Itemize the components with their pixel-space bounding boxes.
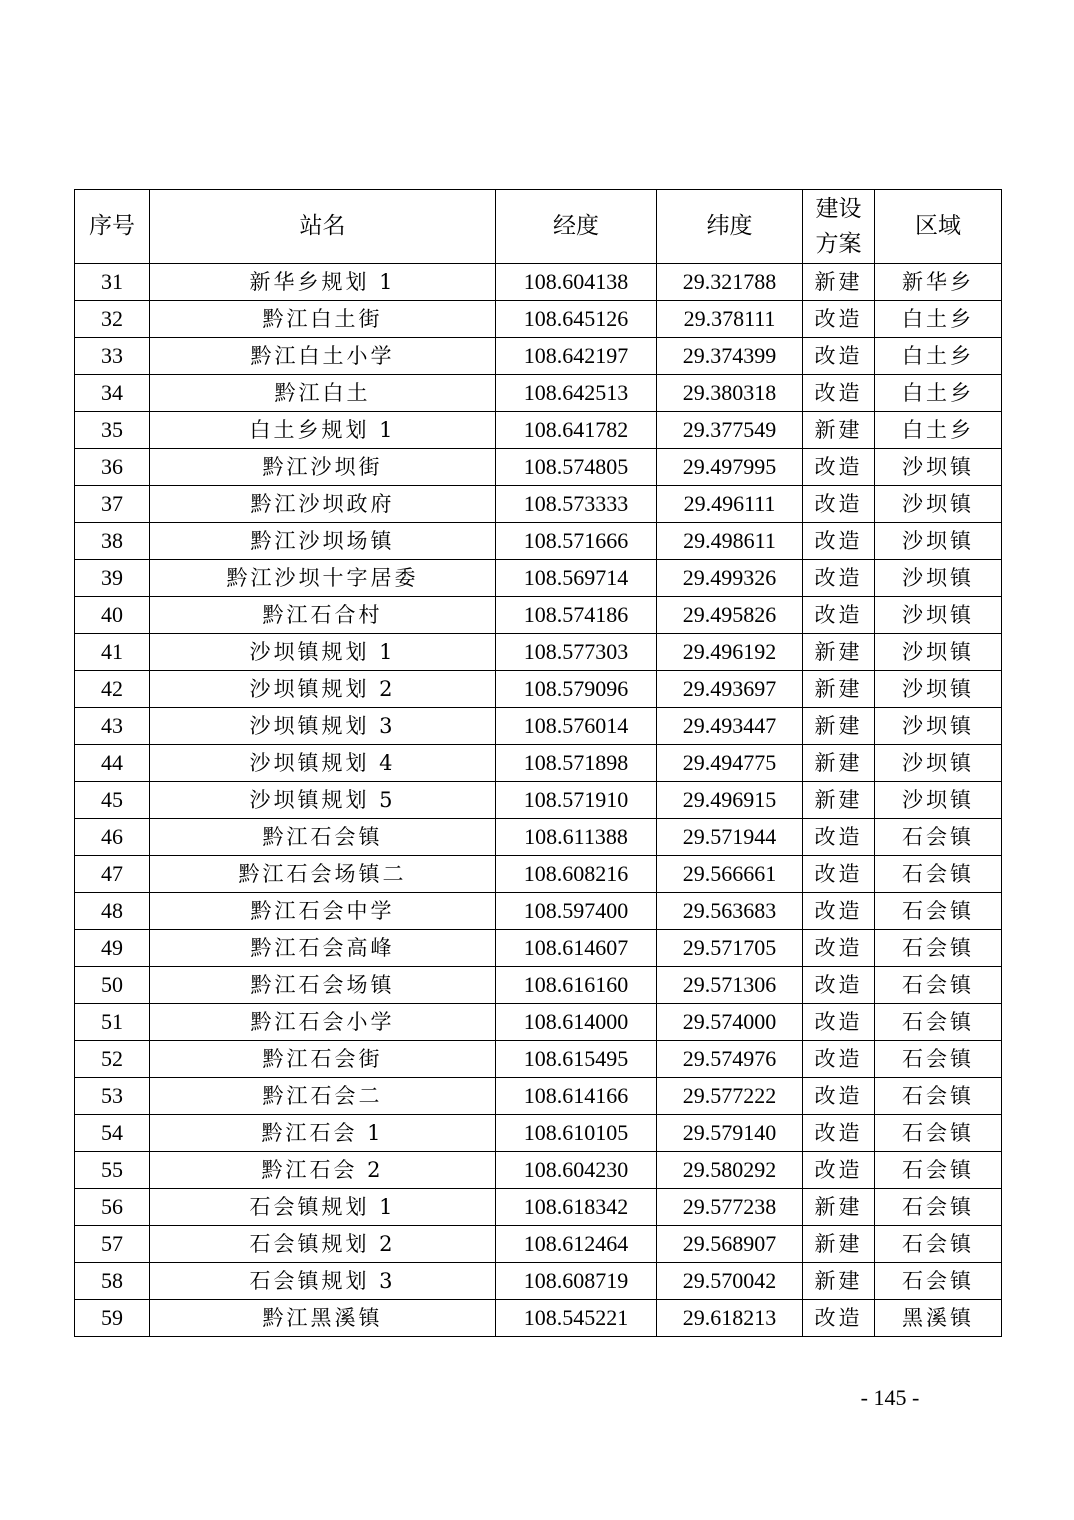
header-name: 站名 [150, 190, 496, 264]
table-row [75, 1004, 1002, 1041]
cell-longitude: 108.574805 [496, 449, 657, 486]
cell-name: 沙坝镇规划 5 [150, 782, 496, 819]
table-row [75, 375, 1002, 412]
cell-name: 白土乡规划 1 [150, 412, 496, 449]
cell-index: 58 [75, 1263, 150, 1300]
cell-latitude: 29.568907 [657, 1226, 803, 1263]
cell-latitude: 29.374399 [657, 338, 803, 375]
cell-latitude: 29.577238 [657, 1189, 803, 1226]
cell-latitude: 29.577222 [657, 1078, 803, 1115]
cell-index: 43 [75, 708, 150, 745]
cell-longitude: 108.604230 [496, 1152, 657, 1189]
cell-name: 黔江石会场镇二 [150, 856, 496, 893]
cell-index: 44 [75, 745, 150, 782]
cell-plan: 改造 [803, 1004, 875, 1041]
cell-plan: 新建 [803, 1226, 875, 1263]
cell-longitude: 108.614607 [496, 930, 657, 967]
cell-plan: 改造 [803, 930, 875, 967]
cell-index: 56 [75, 1189, 150, 1226]
cell-name: 沙坝镇规划 1 [150, 634, 496, 671]
cell-longitude: 108.618342 [496, 1189, 657, 1226]
cell-plan: 新建 [803, 1189, 875, 1226]
cell-index: 47 [75, 856, 150, 893]
cell-longitude: 108.545221 [496, 1300, 657, 1337]
cell-plan: 新建 [803, 782, 875, 819]
cell-index: 31 [75, 264, 150, 301]
cell-region: 沙坝镇 [875, 486, 1002, 523]
cell-region: 沙坝镇 [875, 597, 1002, 634]
cell-name: 黔江石合村 [150, 597, 496, 634]
cell-name: 黔江沙坝街 [150, 449, 496, 486]
table-row [75, 1226, 1002, 1263]
cell-region: 黑溪镇 [875, 1300, 1002, 1337]
cell-name: 黔江石会 1 [150, 1115, 496, 1152]
table-row [75, 1115, 1002, 1152]
cell-region: 沙坝镇 [875, 671, 1002, 708]
cell-latitude: 29.321788 [657, 264, 803, 301]
cell-name: 黔江沙坝十字居委 [150, 560, 496, 597]
page-number: - 145 - [860, 1385, 920, 1410]
cell-latitude: 29.580292 [657, 1152, 803, 1189]
table-row [75, 967, 1002, 1004]
cell-index: 53 [75, 1078, 150, 1115]
cell-region: 白土乡 [875, 301, 1002, 338]
table-row [75, 1041, 1002, 1078]
cell-region: 沙坝镇 [875, 449, 1002, 486]
cell-longitude: 108.569714 [496, 560, 657, 597]
table-row [75, 523, 1002, 560]
cell-plan: 改造 [803, 301, 875, 338]
header-row [75, 190, 1002, 264]
cell-name: 黔江沙坝政府 [150, 486, 496, 523]
cell-longitude: 108.642197 [496, 338, 657, 375]
cell-name: 黔江石会中学 [150, 893, 496, 930]
cell-index: 41 [75, 634, 150, 671]
cell-region: 石会镇 [875, 819, 1002, 856]
cell-region: 沙坝镇 [875, 560, 1002, 597]
cell-latitude: 29.574000 [657, 1004, 803, 1041]
cell-name: 沙坝镇规划 2 [150, 671, 496, 708]
cell-index: 49 [75, 930, 150, 967]
cell-index: 51 [75, 1004, 150, 1041]
cell-region: 石会镇 [875, 1115, 1002, 1152]
cell-plan: 改造 [803, 1300, 875, 1337]
station-table [74, 189, 1002, 1337]
cell-longitude: 108.597400 [496, 893, 657, 930]
cell-plan: 新建 [803, 264, 875, 301]
cell-longitude: 108.571898 [496, 745, 657, 782]
header-plan [803, 190, 875, 264]
table-row [75, 708, 1002, 745]
table-row [75, 597, 1002, 634]
cell-region: 石会镇 [875, 856, 1002, 893]
cell-region: 石会镇 [875, 1152, 1002, 1189]
cell-latitude: 29.566661 [657, 856, 803, 893]
cell-longitude: 108.616160 [496, 967, 657, 1004]
cell-name: 新华乡规划 1 [150, 264, 496, 301]
table-row [75, 301, 1002, 338]
table-row [75, 893, 1002, 930]
cell-latitude: 29.496192 [657, 634, 803, 671]
cell-longitude: 108.577303 [496, 634, 657, 671]
cell-plan: 新建 [803, 412, 875, 449]
table-row [75, 1078, 1002, 1115]
cell-region: 石会镇 [875, 1263, 1002, 1300]
table-row [75, 1189, 1002, 1226]
cell-longitude: 108.608216 [496, 856, 657, 893]
cell-plan: 改造 [803, 449, 875, 486]
cell-plan: 改造 [803, 1041, 875, 1078]
cell-longitude: 108.641782 [496, 412, 657, 449]
cell-name: 黔江石会 2 [150, 1152, 496, 1189]
cell-plan: 改造 [803, 597, 875, 634]
cell-index: 48 [75, 893, 150, 930]
cell-index: 38 [75, 523, 150, 560]
cell-region: 新华乡 [875, 264, 1002, 301]
cell-latitude: 29.497995 [657, 449, 803, 486]
cell-index: 42 [75, 671, 150, 708]
header-longitude: 经度 [496, 190, 657, 264]
cell-index: 37 [75, 486, 150, 523]
table-row [75, 930, 1002, 967]
table-body [75, 264, 1002, 1337]
cell-plan: 新建 [803, 671, 875, 708]
cell-plan: 改造 [803, 856, 875, 893]
cell-latitude: 29.380318 [657, 375, 803, 412]
cell-latitude: 29.570042 [657, 1263, 803, 1300]
cell-plan: 新建 [803, 1263, 875, 1300]
cell-name: 石会镇规划 1 [150, 1189, 496, 1226]
cell-plan: 改造 [803, 893, 875, 930]
cell-latitude: 29.571705 [657, 930, 803, 967]
cell-latitude: 29.496111 [657, 486, 803, 523]
cell-latitude: 29.498611 [657, 523, 803, 560]
cell-plan: 改造 [803, 560, 875, 597]
table-row [75, 560, 1002, 597]
table-row [75, 856, 1002, 893]
cell-index: 57 [75, 1226, 150, 1263]
table-row [75, 745, 1002, 782]
cell-name: 石会镇规划 2 [150, 1226, 496, 1263]
cell-region: 沙坝镇 [875, 708, 1002, 745]
table-row [75, 486, 1002, 523]
cell-longitude: 108.611388 [496, 819, 657, 856]
table-row [75, 1300, 1002, 1337]
cell-plan: 改造 [803, 523, 875, 560]
cell-longitude: 108.614166 [496, 1078, 657, 1115]
cell-longitude: 108.571666 [496, 523, 657, 560]
cell-name: 沙坝镇规划 4 [150, 745, 496, 782]
cell-region: 石会镇 [875, 1189, 1002, 1226]
cell-region: 沙坝镇 [875, 745, 1002, 782]
cell-region: 沙坝镇 [875, 782, 1002, 819]
cell-latitude: 29.494775 [657, 745, 803, 782]
cell-name: 黔江石会场镇 [150, 967, 496, 1004]
table-row [75, 782, 1002, 819]
cell-latitude: 29.571944 [657, 819, 803, 856]
cell-index: 39 [75, 560, 150, 597]
cell-index: 54 [75, 1115, 150, 1152]
cell-region: 白土乡 [875, 375, 1002, 412]
cell-region: 石会镇 [875, 930, 1002, 967]
header-region: 区域 [875, 190, 1002, 264]
cell-latitude: 29.499326 [657, 560, 803, 597]
cell-region: 石会镇 [875, 1078, 1002, 1115]
table-row [75, 412, 1002, 449]
cell-latitude: 29.493697 [657, 671, 803, 708]
cell-latitude: 29.574976 [657, 1041, 803, 1078]
cell-name: 黔江白土街 [150, 301, 496, 338]
cell-name: 黔江石会高峰 [150, 930, 496, 967]
cell-latitude: 29.563683 [657, 893, 803, 930]
cell-longitude: 108.614000 [496, 1004, 657, 1041]
cell-plan: 改造 [803, 338, 875, 375]
cell-index: 35 [75, 412, 150, 449]
cell-index: 36 [75, 449, 150, 486]
cell-latitude: 29.378111 [657, 301, 803, 338]
cell-region: 石会镇 [875, 893, 1002, 930]
cell-latitude: 29.377549 [657, 412, 803, 449]
cell-longitude: 108.645126 [496, 301, 657, 338]
cell-longitude: 108.579096 [496, 671, 657, 708]
cell-longitude: 108.615495 [496, 1041, 657, 1078]
cell-region: 沙坝镇 [875, 523, 1002, 560]
cell-latitude: 29.571306 [657, 967, 803, 1004]
cell-longitude: 108.576014 [496, 708, 657, 745]
table-row [75, 819, 1002, 856]
cell-latitude: 29.618213 [657, 1300, 803, 1337]
cell-index: 55 [75, 1152, 150, 1189]
cell-name: 石会镇规划 3 [150, 1263, 496, 1300]
cell-name: 黔江沙坝场镇 [150, 523, 496, 560]
table-row [75, 1152, 1002, 1189]
cell-longitude: 108.612464 [496, 1226, 657, 1263]
cell-longitude: 108.608719 [496, 1263, 657, 1300]
table-row [75, 634, 1002, 671]
table-row [75, 338, 1002, 375]
cell-latitude: 29.495826 [657, 597, 803, 634]
cell-longitude: 108.642513 [496, 375, 657, 412]
cell-index: 40 [75, 597, 150, 634]
cell-plan: 改造 [803, 1115, 875, 1152]
cell-region: 石会镇 [875, 967, 1002, 1004]
cell-latitude: 29.493447 [657, 708, 803, 745]
cell-name: 黔江白土 [150, 375, 496, 412]
cell-name: 黔江白土小学 [150, 338, 496, 375]
cell-longitude: 108.571910 [496, 782, 657, 819]
cell-plan: 改造 [803, 375, 875, 412]
cell-latitude: 29.579140 [657, 1115, 803, 1152]
cell-plan: 改造 [803, 1152, 875, 1189]
cell-plan: 改造 [803, 819, 875, 856]
table-header [75, 190, 1002, 264]
cell-index: 34 [75, 375, 150, 412]
cell-region: 石会镇 [875, 1041, 1002, 1078]
header-plan-line2: 方案 [815, 230, 862, 257]
cell-name: 黔江石会小学 [150, 1004, 496, 1041]
cell-plan: 新建 [803, 634, 875, 671]
cell-index: 50 [75, 967, 150, 1004]
cell-longitude: 108.604138 [496, 264, 657, 301]
cell-index: 52 [75, 1041, 150, 1078]
cell-name: 黔江石会二 [150, 1078, 496, 1115]
table-row [75, 671, 1002, 708]
cell-region: 石会镇 [875, 1004, 1002, 1041]
cell-plan: 改造 [803, 967, 875, 1004]
table-row [75, 1263, 1002, 1300]
cell-plan: 新建 [803, 745, 875, 782]
cell-longitude: 108.610105 [496, 1115, 657, 1152]
cell-index: 45 [75, 782, 150, 819]
header-plan-line1: 建设 [815, 195, 862, 222]
table-row [75, 264, 1002, 301]
header-latitude: 纬度 [657, 190, 803, 264]
cell-longitude: 108.574186 [496, 597, 657, 634]
table-row [75, 449, 1002, 486]
cell-plan: 改造 [803, 1078, 875, 1115]
cell-region: 沙坝镇 [875, 634, 1002, 671]
cell-index: 32 [75, 301, 150, 338]
cell-latitude: 29.496915 [657, 782, 803, 819]
cell-name: 黔江石会镇 [150, 819, 496, 856]
cell-region: 石会镇 [875, 1226, 1002, 1263]
cell-name: 黔江石会街 [150, 1041, 496, 1078]
cell-longitude: 108.573333 [496, 486, 657, 523]
cell-region: 白土乡 [875, 412, 1002, 449]
cell-index: 33 [75, 338, 150, 375]
cell-name: 黔江黑溪镇 [150, 1300, 496, 1337]
header-index: 序号 [75, 190, 150, 264]
cell-name: 沙坝镇规划 3 [150, 708, 496, 745]
cell-plan: 改造 [803, 486, 875, 523]
cell-region: 白土乡 [875, 338, 1002, 375]
cell-index: 59 [75, 1300, 150, 1337]
cell-plan: 新建 [803, 708, 875, 745]
cell-index: 46 [75, 819, 150, 856]
